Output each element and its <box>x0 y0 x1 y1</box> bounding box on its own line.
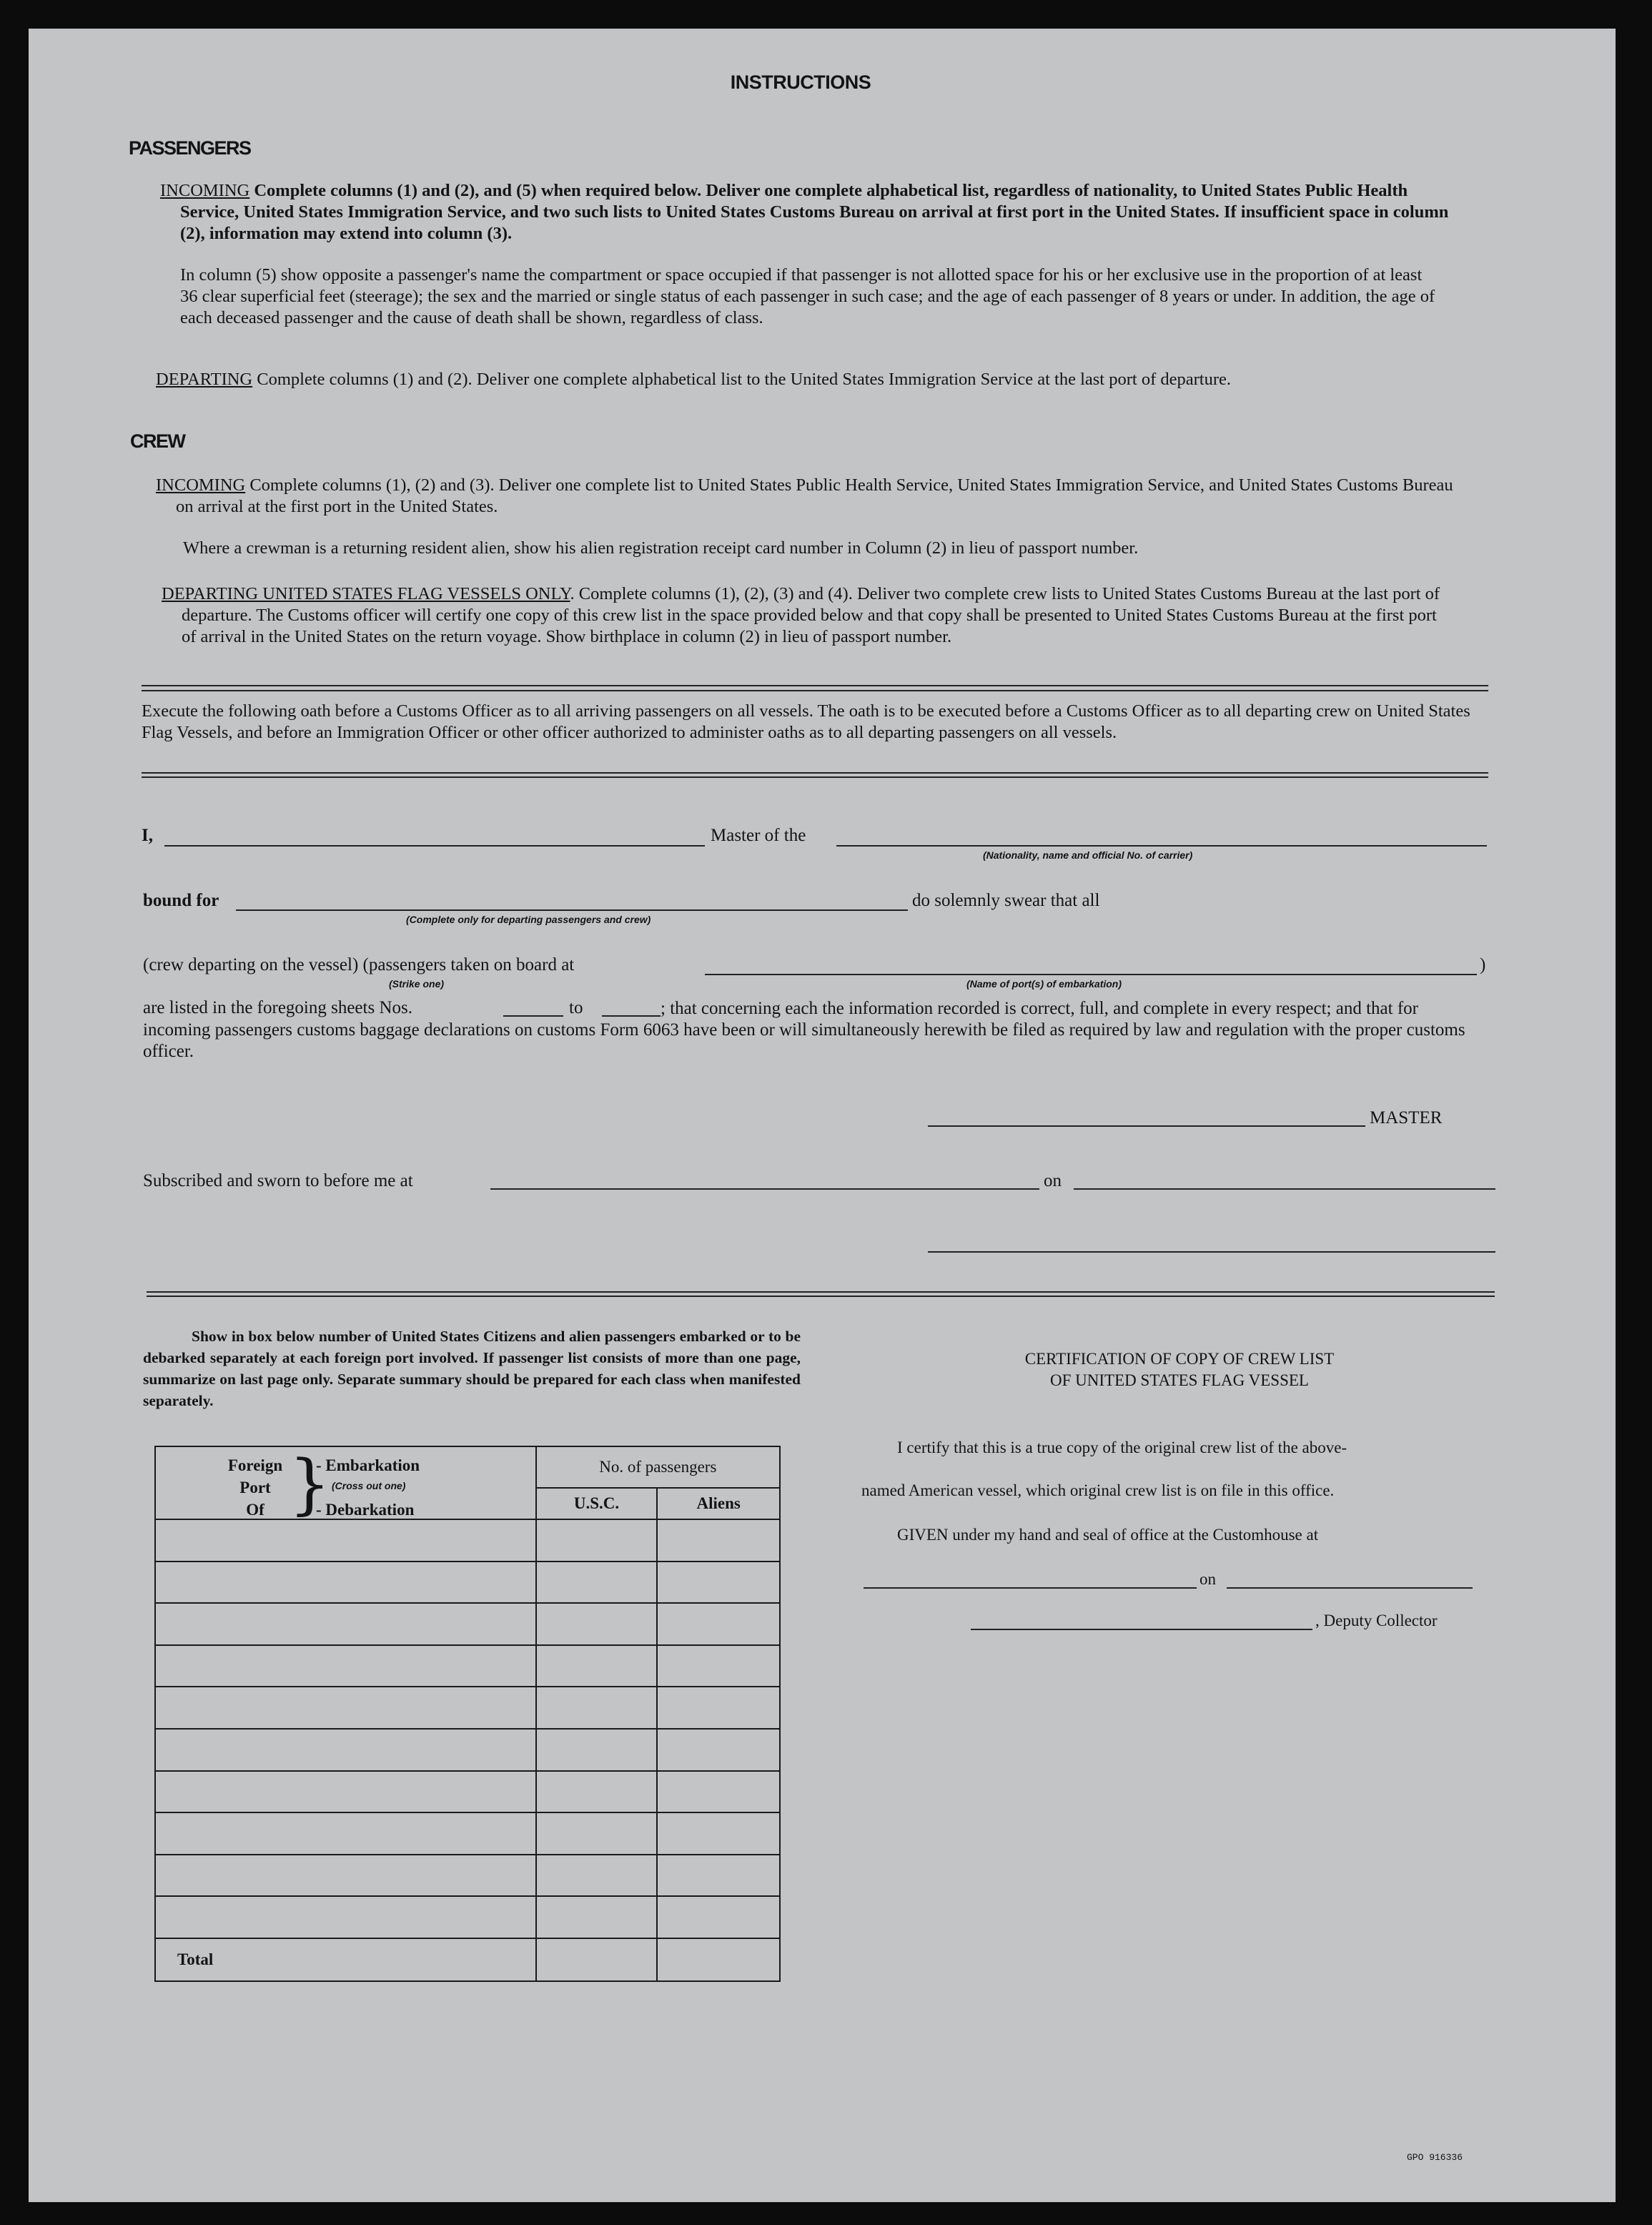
passengers-incoming-label: INCOMING <box>160 181 250 200</box>
sworn-on-label: on <box>1044 1171 1062 1190</box>
passengers-departing-paragraph <box>156 369 1455 390</box>
oath-instruction: Execute the following oath before a Customs Officer as to all arriving passengers on all vessels. The oath is to be executed before a Customs Officer as to all departing crew on United States Flag Vessels, and before an Immigration Officer or other officer authorized to administer oaths as to all departing passengers on all vessels. <box>142 701 1470 742</box>
aliens-cell[interactable] <box>657 1771 780 1813</box>
passengers-column5-paragraph: In column (5) show opposite a passenger's name the compartment or space occupied if that passenger is not allotted space for his or her exclusive use in the proportion of at least 36 clear superficial feet (steerage); the sex and the married or single status of each passenger in such case; and the age of each passenger of 8 years or under. In addition, the age of each deceased passenger and the cause of death shall be shown, regardless of class. <box>180 265 1435 327</box>
usc-cell[interactable] <box>536 1562 658 1604</box>
port-cell[interactable] <box>155 1645 536 1687</box>
certify-on-label: on <box>1200 1570 1216 1588</box>
table-row <box>155 1896 780 1938</box>
divider-line <box>142 690 1488 691</box>
aliens-cell[interactable] <box>657 1855 780 1897</box>
divider-line <box>147 1296 1495 1297</box>
divider-line <box>142 776 1488 778</box>
debarkation-option[interactable]: - Debarkation <box>316 1501 415 1519</box>
certify-line2: named American vessel, which original crew list is on file in this office. <box>861 1481 1335 1499</box>
deputy-collector-label: , Deputy Collector <box>1315 1612 1438 1629</box>
sworn-date-field[interactable] <box>1074 1188 1495 1190</box>
table-row <box>155 1603 780 1645</box>
summary-instructions: Show in box below number of United States Citizens and alien passengers embarked or to be debarked separately at each foreign port involved. If passenger list consists of more than one page, summarize on last page only. Separate summary should be prepared for each class when manifested separately. <box>143 1328 801 1409</box>
total-usc-cell[interactable] <box>536 1938 658 1981</box>
passengers-departing-label: DEPARTING <box>156 370 253 389</box>
passengers-heading: PASSENGERS <box>129 137 251 159</box>
table-row <box>155 1812 780 1855</box>
table-row <box>155 1855 780 1897</box>
port-cell[interactable] <box>155 1896 536 1938</box>
customhouse-field[interactable] <box>864 1587 1197 1589</box>
no-passengers-header: No. of passengers <box>536 1446 780 1488</box>
foreign-port-header <box>155 1446 536 1522</box>
aliens-cell[interactable] <box>657 1645 780 1687</box>
master-label: MASTER <box>1370 1108 1443 1128</box>
crew-departing-label: DEPARTING UNITED STATES FLAG VESSELS ONLY <box>162 584 570 603</box>
usc-cell[interactable] <box>536 1855 658 1897</box>
crew-heading: CREW <box>130 430 185 452</box>
table-row <box>155 1519 780 1562</box>
usc-cell[interactable] <box>536 1812 658 1855</box>
aliens-cell[interactable] <box>657 1812 780 1855</box>
sworn-place-field[interactable] <box>490 1188 1039 1190</box>
certification-title-line2: OF UNITED STATES FLAG VESSEL <box>1050 1371 1309 1389</box>
usc-cell[interactable] <box>536 1645 658 1687</box>
oath-i-label: I, <box>142 826 153 845</box>
embarkation-ports-field[interactable] <box>705 974 1477 975</box>
port-cell[interactable] <box>155 1855 536 1897</box>
port-cell[interactable] <box>155 1687 536 1729</box>
port-cell[interactable] <box>155 1771 536 1813</box>
form-page <box>29 29 1616 2202</box>
aliens-cell[interactable] <box>657 1687 780 1729</box>
usc-cell[interactable] <box>536 1729 658 1771</box>
port-cell[interactable] <box>155 1603 536 1645</box>
master-signature-field[interactable] <box>928 1125 1365 1127</box>
port-cell[interactable] <box>155 1812 536 1855</box>
summary-rows <box>155 1519 780 1938</box>
passengers-incoming-text: Complete columns (1) and (2), and (5) when required below. Deliver one complete alphabetical list, regardless of nationality, to United States Public Health Service, United States Immigration Service, and two such lists to United States Customs Bureau on arrival at first port in the United States. If insufficient space in column (2), information may extend into column (3). <box>180 181 1449 243</box>
port-cell[interactable] <box>155 1562 536 1604</box>
aliens-cell[interactable] <box>657 1519 780 1562</box>
aliens-header: Aliens <box>657 1488 780 1519</box>
close-paren: ) <box>1480 955 1486 975</box>
brace-icon: } <box>289 1446 331 1522</box>
ports-caption: (Name of port(s) of embarkation) <box>966 978 1122 990</box>
page-title: INSTRUCTIONS <box>730 71 871 93</box>
strike-caption: (Strike one) <box>389 978 445 990</box>
aliens-cell[interactable] <box>657 1729 780 1771</box>
passenger-summary-table <box>154 1446 781 1982</box>
usc-cell[interactable] <box>536 1771 658 1813</box>
bound-for-caption: (Complete only for departing passengers and crew) <box>406 914 651 925</box>
of-label: Of <box>246 1501 264 1519</box>
table-row <box>155 1645 780 1687</box>
port-label: Port <box>239 1479 271 1496</box>
crew-departing-paragraph <box>162 583 1454 648</box>
crew-incoming-text: Complete columns (1), (2) and (3). Deliver one complete list to United States Public Health Service, United States Immigration Service, and United States Customs Bureau on arrival at the first port in the United States. <box>176 475 1453 516</box>
total-label: Total <box>155 1938 536 1981</box>
total-aliens-cell[interactable] <box>657 1938 780 1981</box>
certify-line1: I certify that this is a true copy of the original crew list of the above- <box>897 1439 1347 1456</box>
aliens-cell[interactable] <box>657 1896 780 1938</box>
officer-signature-field[interactable] <box>928 1251 1495 1253</box>
master-name-field[interactable] <box>164 845 705 847</box>
carrier-field[interactable] <box>836 845 1487 847</box>
certify-line3: GIVEN under my hand and seal of office at the Customhouse at <box>897 1526 1319 1544</box>
crew-departing-label: (crew departing on the vessel) (passengers taken on board at <box>143 955 575 975</box>
passengers-incoming-paragraph <box>160 180 1453 245</box>
table-row <box>155 1729 780 1771</box>
usc-cell[interactable] <box>536 1603 658 1645</box>
usc-header: U.S.C. <box>536 1488 658 1519</box>
crew-incoming-paragraph <box>156 475 1455 518</box>
table-row <box>155 1562 780 1604</box>
usc-cell[interactable] <box>536 1896 658 1938</box>
passengers-departing-text: Complete columns (1) and (2). Deliver one complete alphabetical list to the United States Immigration Service at the last port of departure. <box>252 370 1231 389</box>
divider-line <box>142 772 1488 774</box>
master-of-label: Master of the <box>711 826 806 845</box>
bound-for-field[interactable] <box>236 909 908 911</box>
certification-title-line1: CERTIFICATION OF COPY OF CREW LIST <box>1024 1350 1335 1368</box>
aliens-cell[interactable] <box>657 1562 780 1604</box>
usc-cell[interactable] <box>536 1519 658 1562</box>
table-row <box>155 1687 780 1729</box>
divider-line <box>142 685 1488 686</box>
crew-resident-paragraph: Where a crewman is a returning resident alien, show his alien registration receipt card number in Column (2) in lieu of passport number. <box>183 538 1139 558</box>
gpo-code: GPO 916336 <box>1407 2152 1463 2163</box>
deputy-signature-field[interactable] <box>971 1629 1312 1630</box>
subscribed-label: Subscribed and sworn to before me at <box>143 1171 413 1190</box>
embarkation-option[interactable]: - Embarkation <box>316 1456 420 1474</box>
foreign-label: Foreign <box>227 1456 283 1474</box>
listed-label: are listed in the foregoing sheets Nos. <box>143 998 412 1017</box>
certify-date-field[interactable] <box>1227 1587 1473 1589</box>
table-row <box>155 1771 780 1813</box>
cross-out-caption: (Cross out one) <box>332 1480 406 1491</box>
port-cell[interactable] <box>155 1729 536 1771</box>
divider-line <box>147 1291 1495 1293</box>
certification-title <box>858 1348 1501 1391</box>
crew-incoming-label: INCOMING <box>156 475 246 495</box>
swear-label: do solemnly swear that all <box>912 891 1100 910</box>
port-cell[interactable] <box>155 1519 536 1562</box>
carrier-caption: (Nationality, name and official No. of carrier) <box>983 849 1193 861</box>
oath-statement: ; that concerning each the information recorded is correct, full, and complete in every respect; and that for incoming passengers customs baggage declarations on customs Form 6063 have been or will simultaneously herewith be filed as required by law and regulation with the proper customs officer. <box>143 999 1465 1061</box>
crew-departing-text: . Complete columns (1), (2), (3) and (4). Deliver two complete crew lists to United States Customs Bureau at the last port of departure. The Customs officer will certify one copy of this crew list in the space provided below and that copy shall be presented to United States Customs Bureau at the first port of arrival in the United States on the return voyage. Show birthplace in column (2) in lieu of passport number. <box>182 584 1440 646</box>
bound-for-label: bound for <box>143 891 219 910</box>
aliens-cell[interactable] <box>657 1603 780 1645</box>
usc-cell[interactable] <box>536 1687 658 1729</box>
to-label: to <box>569 998 583 1017</box>
